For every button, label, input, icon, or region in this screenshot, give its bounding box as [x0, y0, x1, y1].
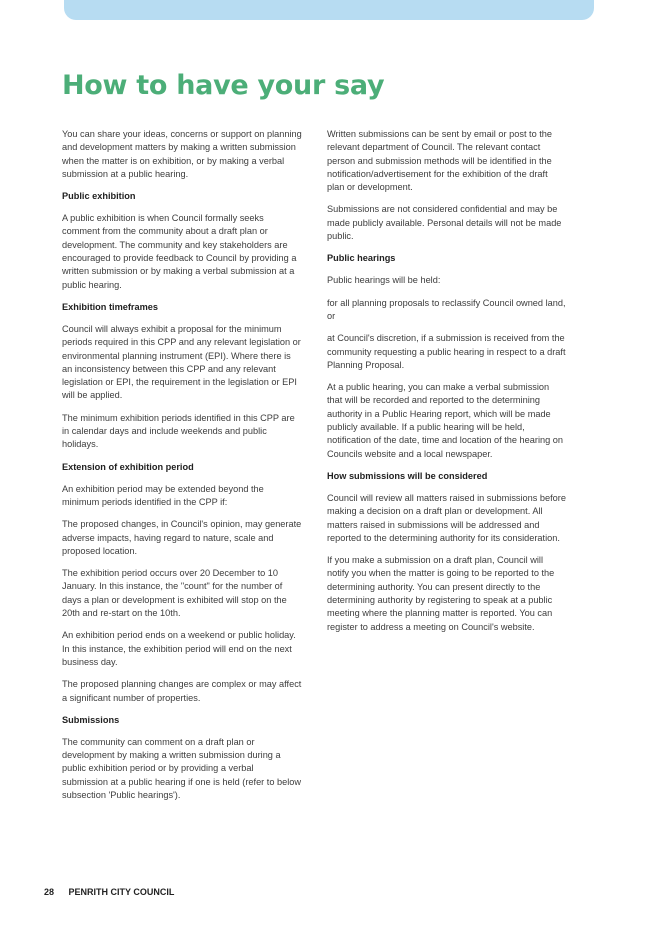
extension-paragraph-4: An exhibition period ends on a weekend or public holiday. In this instance, the exhibition period will end on the next business day.: [62, 630, 296, 667]
extension-paragraph-1: An exhibition period may be extended beyond the minimum periods identified in the CPP if:: [62, 483, 264, 507]
written-submissions-paragraph-2: Submissions are not considered confidential and may be made publicly available. Personal details will not be made public.: [327, 204, 562, 242]
public-hearings-paragraph-4: At a public hearing, you can make a verbal submission that will be recorded and reported to the determining authority in a Public Hearing report, which will be made publicly available. If a public hearing will be held, notification of the date, time and location of the hearing on Councils website and a local newspaper.: [327, 382, 563, 459]
extension-paragraph-5: The proposed planning changes are complex or may affect a significant number of properties.: [62, 679, 302, 703]
timeframes-heading: Exhibition timeframes: [62, 301, 158, 312]
written-submissions-paragraph-1: Written submissions can be sent by email or post to the relevant department of Council. The relevant contact person and submission methods will be identified in the notification/advertisement for the exhibition of the draft plan or development.: [327, 129, 553, 193]
timeframes-paragraph-1: Council will always exhibit a proposal for the minimum periods required in this CPP and any relevant legislation or environmental planning instrument (EPI). Where there is an inconsistency between this CPP and any relevant legislation or EPI, the requirement in the legislation or EPI will be applied.: [62, 323, 301, 401]
considered-heading: How submissions will be considered: [327, 470, 488, 481]
page-footer: [44, 887, 174, 897]
extension-paragraph-3: The exhibition period occurs over 20 December to 10 January. In this instance, the "count" for the number of days a plan or development is exhibited will stop on the 20th and re-start on the 10th.: [62, 568, 287, 619]
public-hearings-paragraph-1: Public hearings will be held:: [327, 275, 441, 286]
council-name: PENRITH CITY COUNCIL: [68, 887, 175, 897]
page-number: 28: [44, 887, 55, 897]
submissions-heading: Submissions: [62, 714, 120, 725]
considered-paragraph-2: If you make a submission on a draft plan, Council will notify you when the matter is going to be reported to the determining authority. You can present directly to the determining authority by registering to speak at a public meeting where the planning matter is reported. You can register to address a meeting on Council's website.: [327, 555, 555, 632]
left-column: [62, 128, 302, 811]
intro-paragraph: You can share your ideas, concerns or support on planning and development matters by making a written submission when the matter is on exhibition, or by making a verbal submission at a public hearing.: [62, 129, 302, 179]
timeframes-paragraph-2: The minimum exhibition periods identified in this CPP are in calendar days and include weekends and public holidays.: [62, 412, 295, 450]
page-title: How to have your say: [62, 70, 385, 101]
extension-paragraph-2: The proposed changes, in Council's opinion, may generate adverse impacts, having regard to nature, scale and proposed location.: [62, 519, 302, 556]
public-hearings-paragraph-2: for all planning proposals to reclassify Council owned land, or: [327, 297, 566, 321]
right-column: [327, 128, 567, 643]
top-banner: [64, 0, 594, 20]
public-hearings-heading: Public hearings: [327, 253, 396, 264]
public-exhibition-paragraph: A public exhibition is when Council formally seeks comment from the community about a draft plan or development. The community and key stakeholders are encouraged to provide feedback to Council by providing a written submission or by making a verbal submission at a public hearing.: [62, 213, 297, 290]
extension-heading: Extension of exhibition period: [62, 461, 194, 472]
submissions-paragraph: The community can comment on a draft plan or development by making a written submission during a public exhibition period or by providing a verbal submission at a public hearing if one is held (refer to below subsection 'Public hearings').: [62, 736, 302, 800]
public-exhibition-heading: Public exhibition: [62, 191, 136, 202]
considered-paragraph-1: Council will review all matters raised in submissions before making a decision on a draft plan or development. All matters raised in submissions will be addressed and reported to the determining authority for its consideration.: [327, 492, 566, 543]
public-hearings-paragraph-3: at Council's discretion, if a submission is received from the community requesting a public hearing in respect to a draft Planning Proposal.: [327, 333, 566, 370]
